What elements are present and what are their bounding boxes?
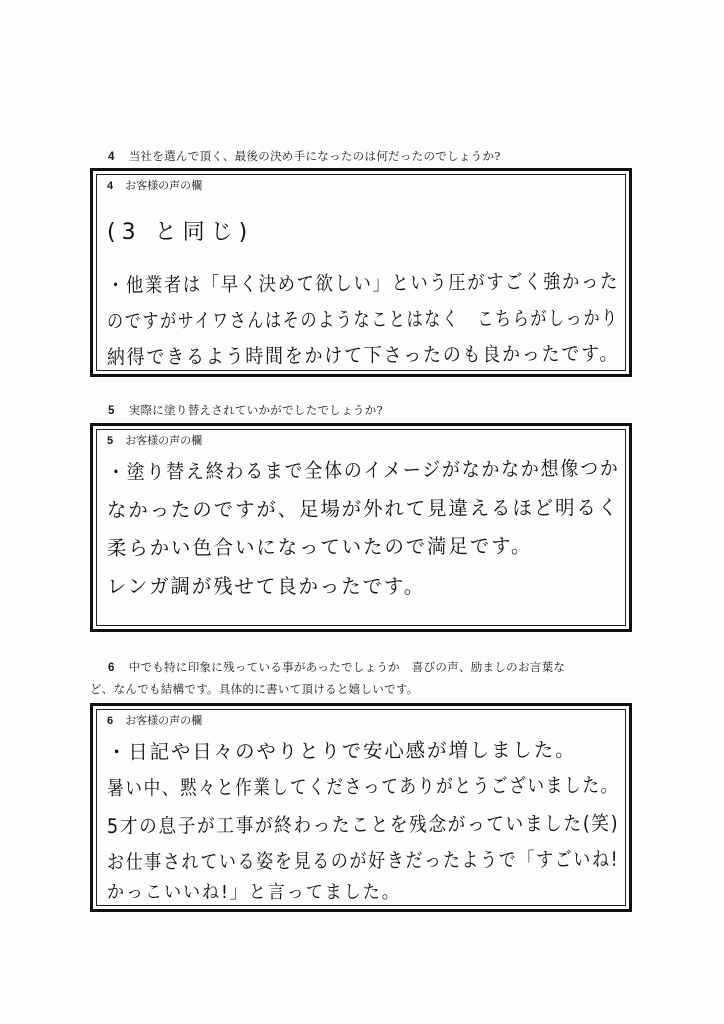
handwritten-line: かっこいいね!」と言ってました。 [107, 882, 401, 903]
question-6 [108, 659, 565, 675]
handwritten-line: ・日記や日々のやりとりで安心感が増しました。 [106, 737, 577, 764]
question-6-number: 6 [108, 662, 115, 674]
handwritten-line: のですがサイワさんはそのようなことはなく こちらがしっかり [106, 305, 619, 333]
handwritten-line: 納得できるよう時間をかけて下さったのも良かったです。 [106, 341, 620, 369]
answer-box-4-label: お客様の声の欄 [125, 179, 203, 192]
question-6-continued [90, 681, 419, 697]
answer-box-5-header [107, 432, 202, 448]
question-4-text: 当社を選んで頂く、最後の決め手になったのは何だったのでしょうか? [128, 149, 501, 163]
question-4-number: 4 [108, 151, 115, 163]
question-4 [108, 148, 501, 164]
handwritten-line: ・塗り替え終わるまで全体のイメージがなかなか想像つか [106, 456, 620, 484]
question-5-text: 実際に塗り替えされていかがでしたでしょうか? [128, 403, 383, 417]
handwritten-line: 暑い中、黙々と作業してくださってありがとうございました。 [106, 772, 619, 800]
answer-box-6-label: お客様の声の欄 [125, 714, 203, 727]
answer-box-5-number: 5 [107, 435, 114, 447]
answer-box-5 [90, 423, 632, 632]
question-6-text-line1: 中でも特に印象に残っている事があったでしょうか 喜びの声、励ましのお言葉な [128, 660, 566, 674]
answer-box-4-header [107, 177, 202, 193]
handwritten-line: (3 と同じ) [107, 220, 254, 245]
answer-box-6-number: 6 [107, 715, 114, 727]
answer-box-4 [90, 168, 632, 377]
answer-box-5-label: お客様の声の欄 [125, 434, 203, 447]
answer-box-4-number: 4 [107, 180, 114, 192]
question-5-number: 5 [108, 405, 115, 417]
handwritten-line: お仕事されている姿を見るのが好きだったようで「すごいね! [106, 846, 620, 874]
answer-box-6 [90, 703, 632, 912]
handwritten-line: ・他業者は「早く決めて欲しい」という圧がすごく強かった [106, 268, 620, 297]
question-6-text-line2: ど、なんでも結構です。具体的に書いて頂けると嬉しいです。 [90, 682, 419, 696]
handwritten-line: 5才の息子が工事が終わったことを残念がっていました(笑) [106, 810, 620, 838]
handwritten-line: 柔らかい色合いになっていたので満足です。 [106, 533, 533, 560]
answer-box-6-header [107, 712, 202, 728]
question-5 [108, 402, 383, 418]
handwritten-line: レンガ調が残せて良かったです。 [107, 574, 426, 598]
handwritten-line: なかったのですが、足場が外れて見違えるほど明るく [106, 495, 620, 522]
